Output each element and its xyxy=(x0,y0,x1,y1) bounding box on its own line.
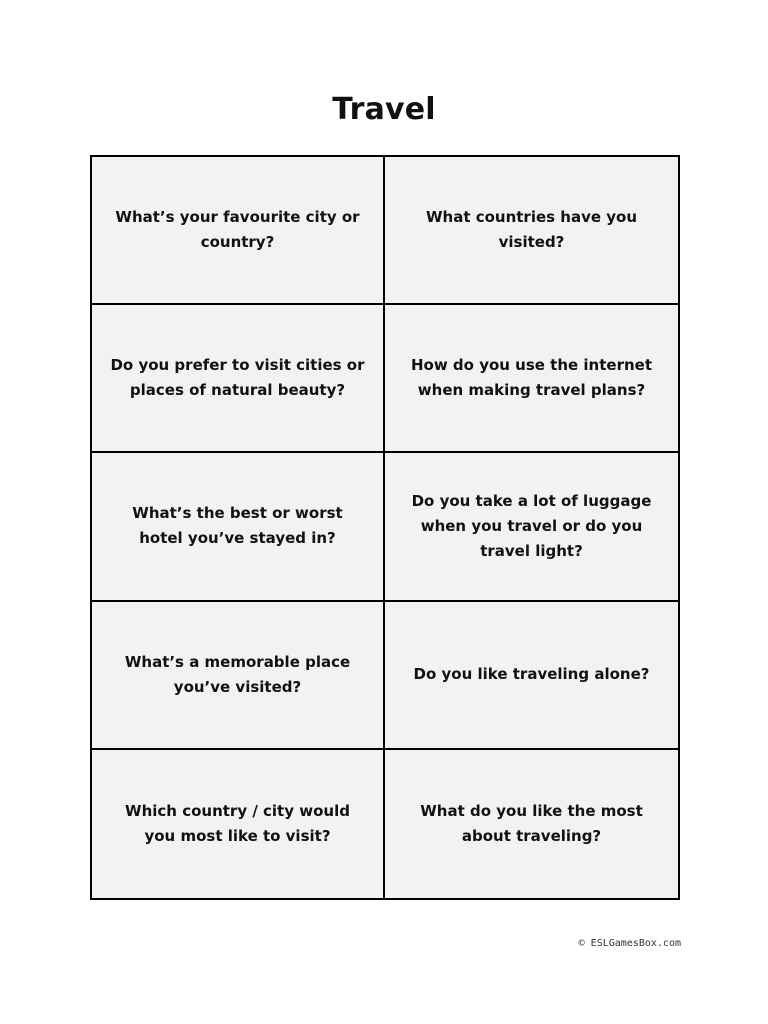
question-card xyxy=(385,750,678,898)
question-text: How do you use the internet when making travel plans? xyxy=(410,356,653,400)
question-card xyxy=(92,750,385,898)
question-text: What do you like the most about traveling? xyxy=(420,801,643,845)
question-card xyxy=(92,602,385,750)
question-text: Do you prefer to visit cities or places of natural beauty? xyxy=(110,356,365,400)
question-card xyxy=(385,453,678,601)
question-text: Do you take a lot of luggage when you travel or do you travel light? xyxy=(411,491,652,560)
question-text: What countries have you visited? xyxy=(425,208,638,252)
question-text: Which country / city would you most like to visit? xyxy=(125,801,350,845)
question-text: What’s the best or worst hotel you’ve stayed in? xyxy=(132,504,343,548)
copyright-notice: © ESLGamesBox.com xyxy=(578,938,681,949)
page-title: Travel xyxy=(332,92,436,127)
question-text: What’s a memorable place you’ve visited? xyxy=(124,652,351,696)
question-card xyxy=(92,305,385,453)
question-card xyxy=(92,157,385,305)
question-card-grid xyxy=(90,155,680,900)
question-text: Do you like traveling alone? xyxy=(413,665,650,684)
question-card xyxy=(385,157,678,305)
question-text: What’s your favourite city or country? xyxy=(115,208,360,252)
question-card xyxy=(385,602,678,750)
question-card xyxy=(385,305,678,453)
question-card xyxy=(92,453,385,601)
